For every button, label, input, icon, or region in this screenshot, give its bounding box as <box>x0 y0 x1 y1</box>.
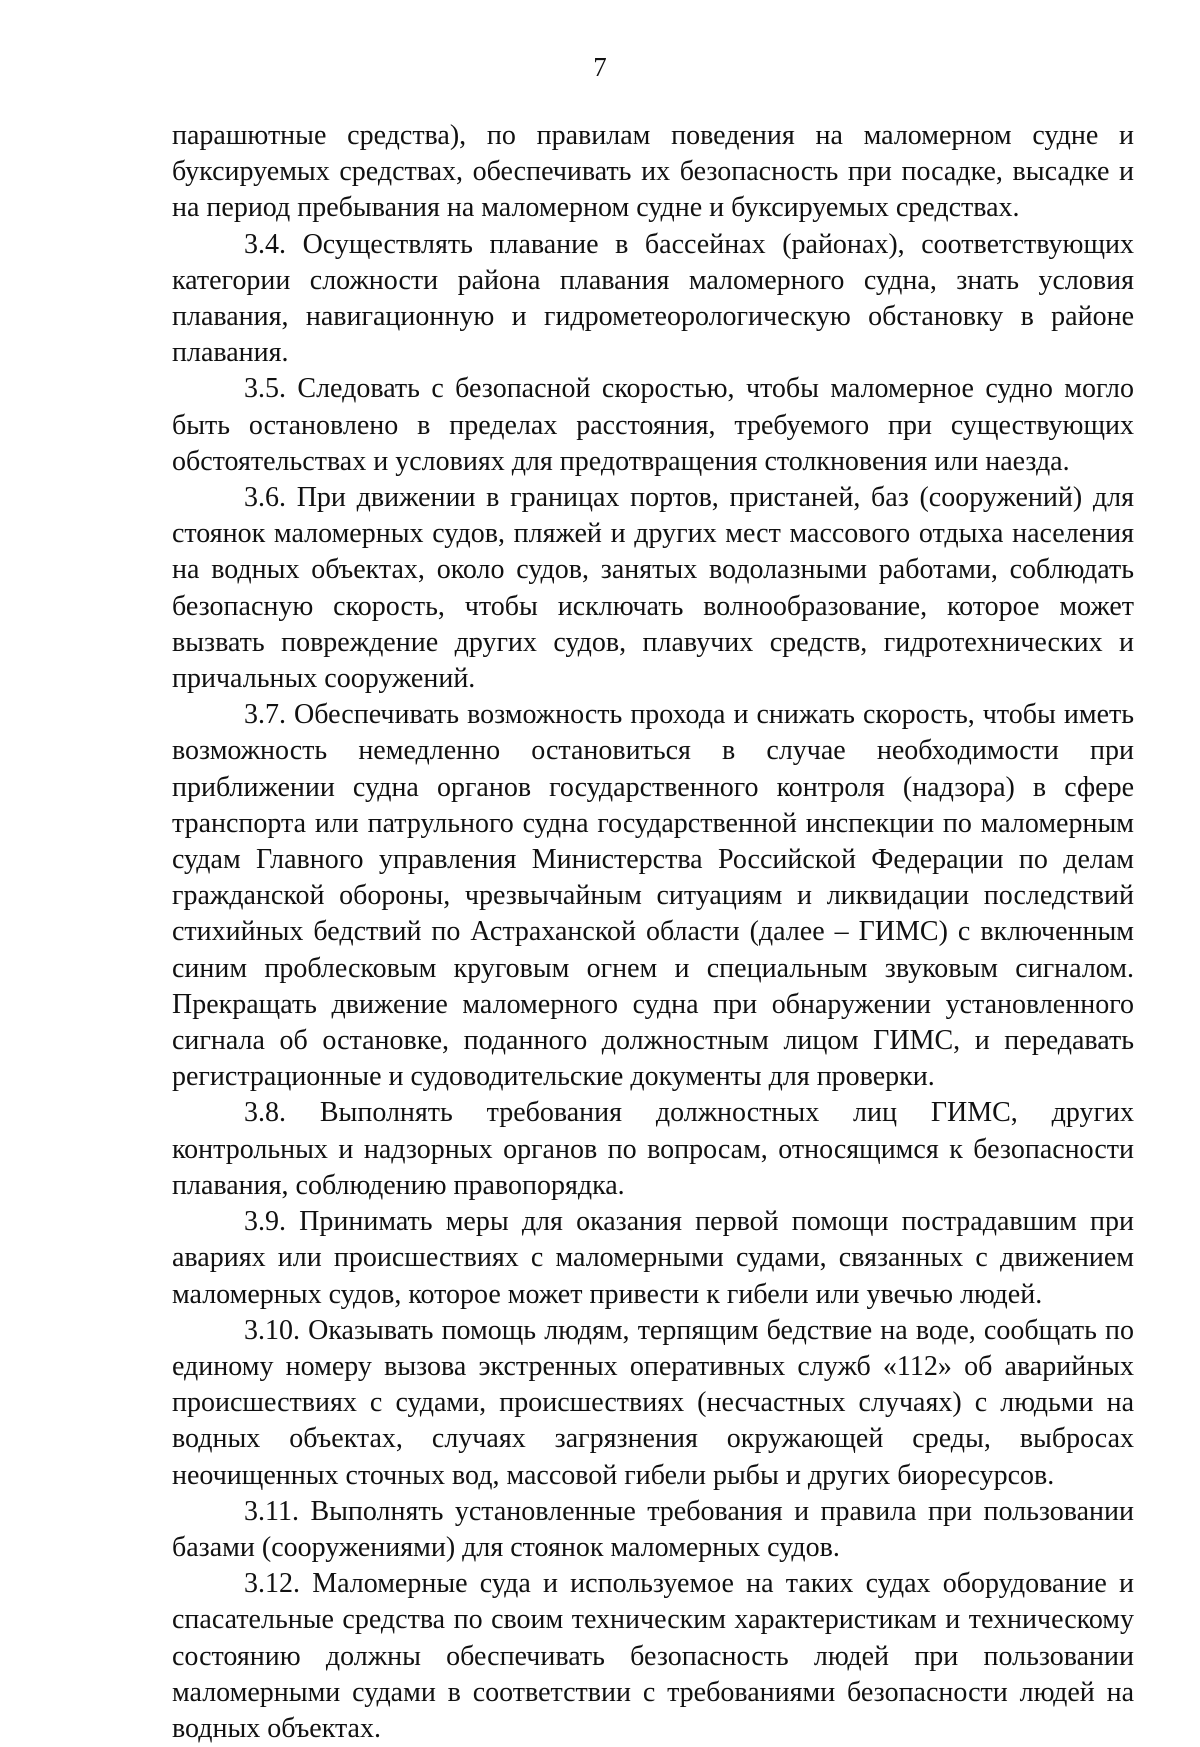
paragraph-3-9: 3.9. Принимать меры для оказания первой помощи пострадавшим при авариях или происшествиях с маломерными судами, связанных с движением маломерных судов, которое может привести к гибели или увечью людей. <box>172 1206 1134 1310</box>
paragraph-3-7: 3.7. Обеспечивать возможность прохода и снижать скорость, чтобы иметь возможность немедленно остановиться в случае необходимости при приближении судна органов государственного контроля (надзора) в сфере транспорта или патрульного судна государственной инспекции по маломерным судам Главного управления Министерства Российской Федерации по делам гражданской обороны, чрезвычайным ситуациям и ликвидации последствий стихийных бедствий по Астраханской области (далее – ГИМС) с включенным синим проблесковым круговым огнем и специальным звуковым сигналом. Прекращать движение маломерного судна при обнаружении установленного сигнала об остановке, поданного должностным лицом ГИМС, и передавать регистрационные и судоводительские документы для проверки. <box>172 699 1134 1093</box>
body-text <box>172 118 1134 1747</box>
page-number: 7 <box>593 52 607 82</box>
paragraph-3-10: 3.10. Оказывать помощь людям, терпящим бедствие на воде, сообщать по единому номеру вызова экстренных оперативных служб «112» об аварийных происшествиях с судами, происшествиях (несчастных случаях) с людьми на водных объектах, случаях загрязнения окружающей среды, выбросах неочищенных сточных вод, массовой гибели рыбы и других биоресурсов. <box>172 1314 1134 1491</box>
paragraph-continuation: парашютные средства), по правилам поведения на маломерном судне и буксируемых средствах, обеспечивать их безопасность при посадке, высадке и на период пребывания на маломерном судне и буксируемых средствах. <box>172 120 1134 224</box>
paragraph-3-11: 3.11. Выполнять установленные требования и правила при пользовании базами (сооружениями) для стоянок маломерных судов. <box>172 1495 1134 1563</box>
paragraph-3-12: 3.12. Маломерные суда и используемое на таких судах оборудование и спасательные средства по своим техническим характеристикам и техническому состоянию должны обеспечивать безопасность людей при пользовании маломерными судами в соответствии с требованиями безопасности людей на водных объектах. <box>172 1568 1134 1744</box>
paragraph-3-6: 3.6. При движении в границах портов, пристаней, баз (сооружений) для стоянок маломерных судов, пляжей и других мест массового отдыха населения на водных объектах, около судов, занятых водолазными работами, соблюдать безопасную скорость, чтобы исключать волнообразование, которое может вызвать повреждение других судов, плавучих средств, гидротехнических и причальных сооружений. <box>172 482 1134 695</box>
paragraph-3-8: 3.8. Выполнять требования должностных лиц ГИМС, других контрольных и надзорных органов по вопросам, относящимся к безопасности плавания, соблюдению правопорядка. <box>172 1097 1134 1201</box>
paragraph-3-5: 3.5. Следовать с безопасной скоростью, чтобы маломерное судно могло быть остановлено в пределах расстояния, требуемого при существующих обстоятельствах и условиях для предотвращения столкновения или наезда. <box>172 373 1134 477</box>
paragraph-3-4: 3.4. Осуществлять плавание в бассейнах (районах), соответствующих категории сложности района плавания маломерного судна, знать условия плавания, навигационную и гидрометеорологическую обстановку в районе плавания. <box>172 228 1134 369</box>
